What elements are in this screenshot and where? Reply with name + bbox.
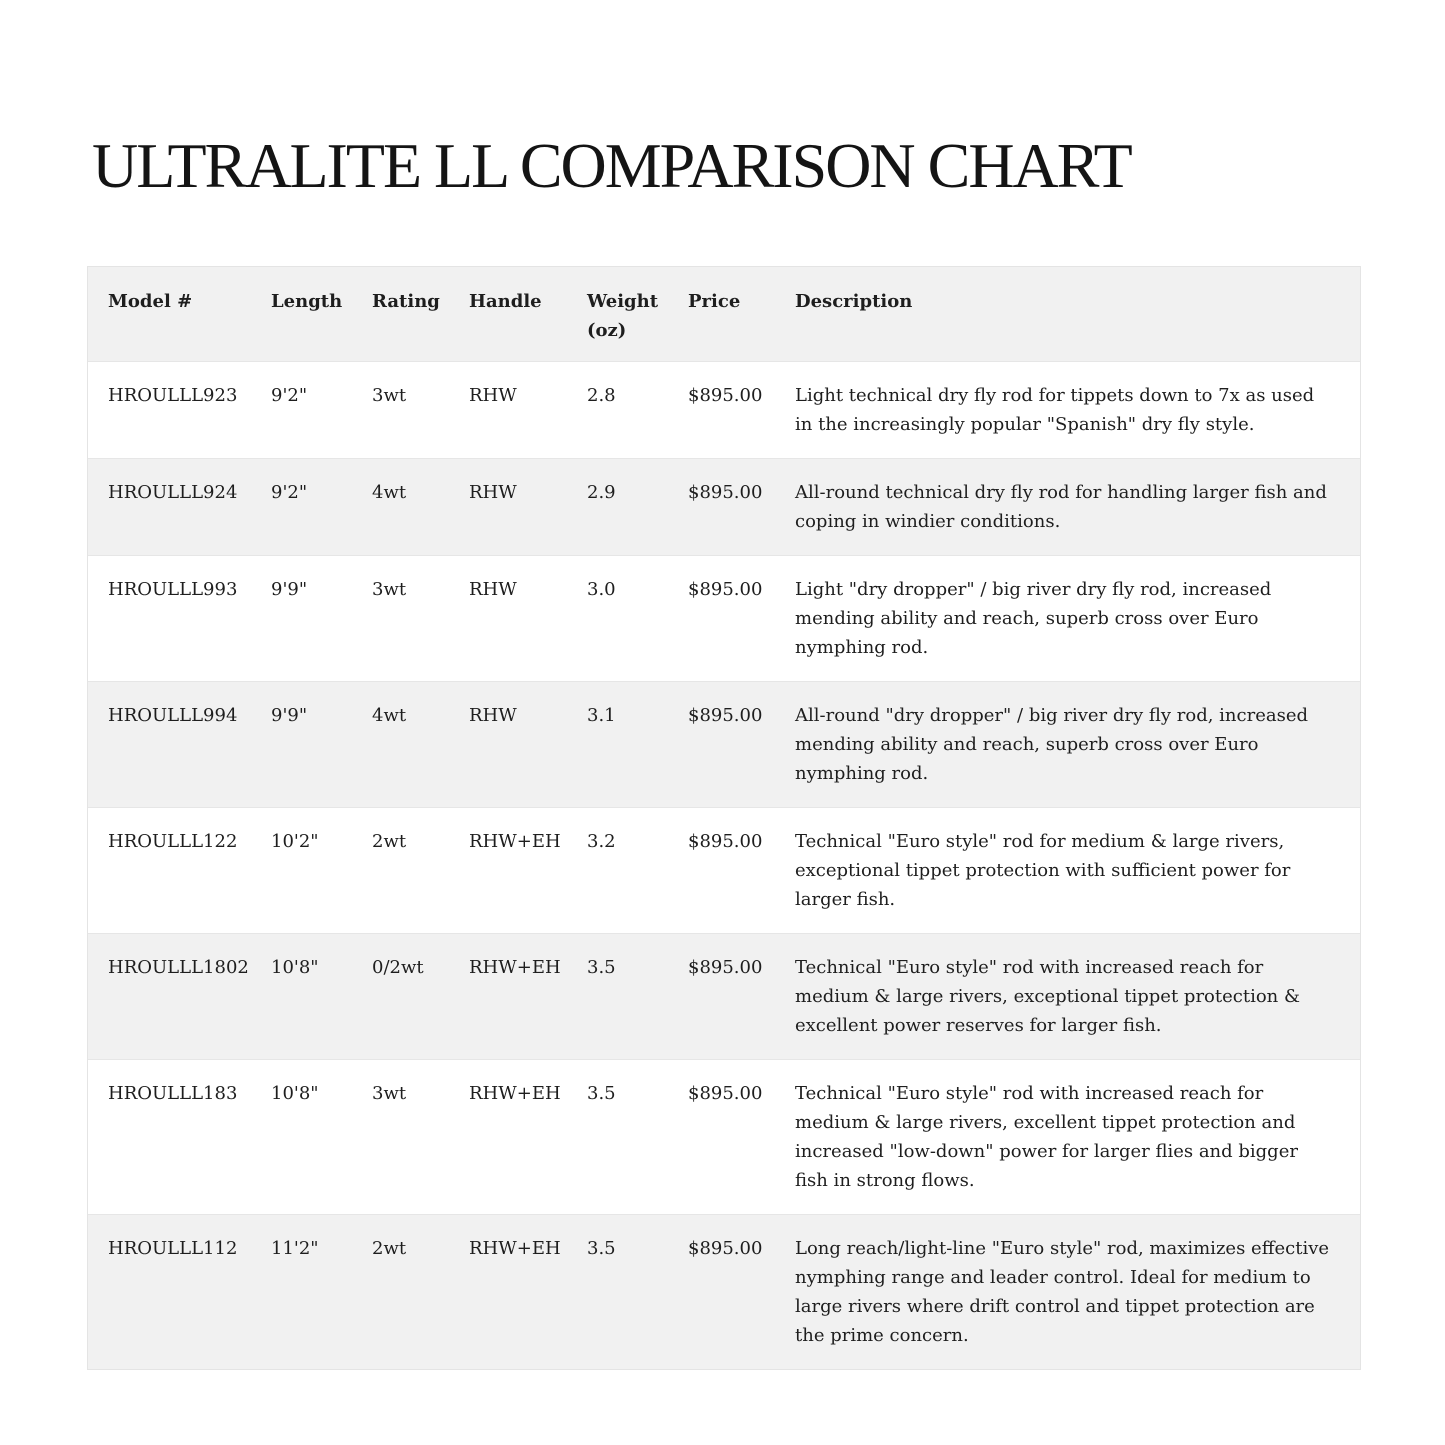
- table-row: [88, 556, 1360, 682]
- cell-price: $895.00: [688, 385, 763, 406]
- table-row: [88, 1215, 1360, 1370]
- cell-handle: RHW+EH: [469, 831, 561, 852]
- cell-model: HROULLL924: [108, 482, 238, 503]
- cell-rating: 2wt: [372, 831, 407, 852]
- cell-length: 10'2": [271, 831, 319, 852]
- cell-model: HROULLL993: [108, 579, 238, 600]
- cell-price: $895.00: [688, 831, 763, 852]
- cell-description: Long reach/light-line "Euro style" rod, maximizes effective nymphing range and leader control. Ideal for medium to large rivers where drift control and tippet protection are the prime concern.: [795, 1238, 1330, 1346]
- cell-rating: 2wt: [372, 1238, 407, 1259]
- cell-handle: RHW+EH: [469, 957, 561, 978]
- cell-handle: RHW: [469, 705, 517, 726]
- cell-description: All-round technical dry fly rod for handling larger fish and coping in windier conditions.: [795, 482, 1327, 532]
- cell-model: HROULLL1802: [108, 957, 249, 978]
- cell-description: Technical "Euro style" rod with increased reach for medium & large rivers, excellent tippet protection and increased "low-down" power for larger flies and bigger fish in strong flows.: [795, 1083, 1298, 1191]
- cell-weight: 3.2: [587, 831, 616, 852]
- cell-price: $895.00: [688, 957, 763, 978]
- cell-price: $895.00: [688, 705, 763, 726]
- cell-description: Light technical dry fly rod for tippets down to 7x as used in the increasingly popular "Spanish" dry fly style.: [795, 385, 1315, 435]
- cell-model: HROULLL183: [108, 1083, 238, 1104]
- cell-model: HROULLL994: [108, 705, 238, 726]
- column-header-model: Model #: [108, 291, 193, 312]
- cell-length: 9'2": [271, 482, 308, 503]
- cell-price: $895.00: [688, 1238, 763, 1259]
- cell-price: $895.00: [688, 579, 763, 600]
- cell-handle: RHW: [469, 579, 517, 600]
- cell-price: $895.00: [688, 482, 763, 503]
- table-row: [88, 934, 1360, 1060]
- cell-rating: 3wt: [372, 579, 407, 600]
- cell-model: HROULLL923: [108, 385, 238, 406]
- cell-model: HROULLL112: [108, 1238, 238, 1259]
- cell-weight: 3.5: [587, 1083, 616, 1104]
- cell-rating: 0/2wt: [372, 957, 424, 978]
- cell-length: 9'9": [271, 705, 308, 726]
- column-header-weight: Weight (oz): [587, 291, 659, 341]
- column-header-description: Description: [795, 291, 913, 312]
- cell-weight: 3.5: [587, 1238, 616, 1259]
- table-row: [88, 459, 1360, 556]
- table-row: [88, 808, 1360, 934]
- cell-weight: 3.1: [587, 705, 616, 726]
- table-row: [88, 1060, 1360, 1215]
- table-row: [88, 362, 1360, 459]
- cell-description: All-round "dry dropper" / big river dry fly rod, increased mending ability and reach, superb cross over Euro nymphing rod.: [795, 705, 1308, 784]
- cell-handle: RHW+EH: [469, 1083, 561, 1104]
- cell-rating: 4wt: [372, 482, 407, 503]
- cell-handle: RHW: [469, 482, 517, 503]
- cell-length: 9'2": [271, 385, 308, 406]
- column-header-rating: Rating: [372, 291, 440, 312]
- cell-description: Technical "Euro style" rod with increased reach for medium & large rivers, exceptional tippet protection & excellent power reserves for larger fish.: [795, 957, 1301, 1036]
- cell-handle: RHW: [469, 385, 517, 406]
- table-header-row: [88, 267, 1360, 362]
- cell-weight: 2.9: [587, 482, 616, 503]
- cell-description: Light "dry dropper" / big river dry fly rod, increased mending ability and reach, superb cross over Euro nymphing rod.: [795, 579, 1272, 658]
- page-title: ULTRALITE LL COMPARISON CHART: [92, 130, 1131, 201]
- column-header-handle: Handle: [469, 291, 542, 312]
- cell-rating: 3wt: [372, 385, 407, 406]
- cell-rating: 3wt: [372, 1083, 407, 1104]
- cell-model: HROULLL122: [108, 831, 238, 852]
- cell-weight: 2.8: [587, 385, 616, 406]
- cell-rating: 4wt: [372, 705, 407, 726]
- cell-length: 9'9": [271, 579, 308, 600]
- cell-length: 10'8": [271, 1083, 319, 1104]
- cell-description: Technical "Euro style" rod for medium & large rivers, exceptional tippet protection with sufficient power for larger fish.: [795, 831, 1291, 910]
- cell-price: $895.00: [688, 1083, 763, 1104]
- cell-weight: 3.0: [587, 579, 616, 600]
- column-header-length: Length: [271, 291, 343, 312]
- column-header-price: Price: [688, 291, 741, 312]
- cell-length: 10'8": [271, 957, 319, 978]
- cell-length: 11'2": [271, 1238, 319, 1259]
- cell-handle: RHW+EH: [469, 1238, 561, 1259]
- table-row: [88, 682, 1360, 808]
- cell-weight: 3.5: [587, 957, 616, 978]
- comparison-table: [87, 266, 1361, 1370]
